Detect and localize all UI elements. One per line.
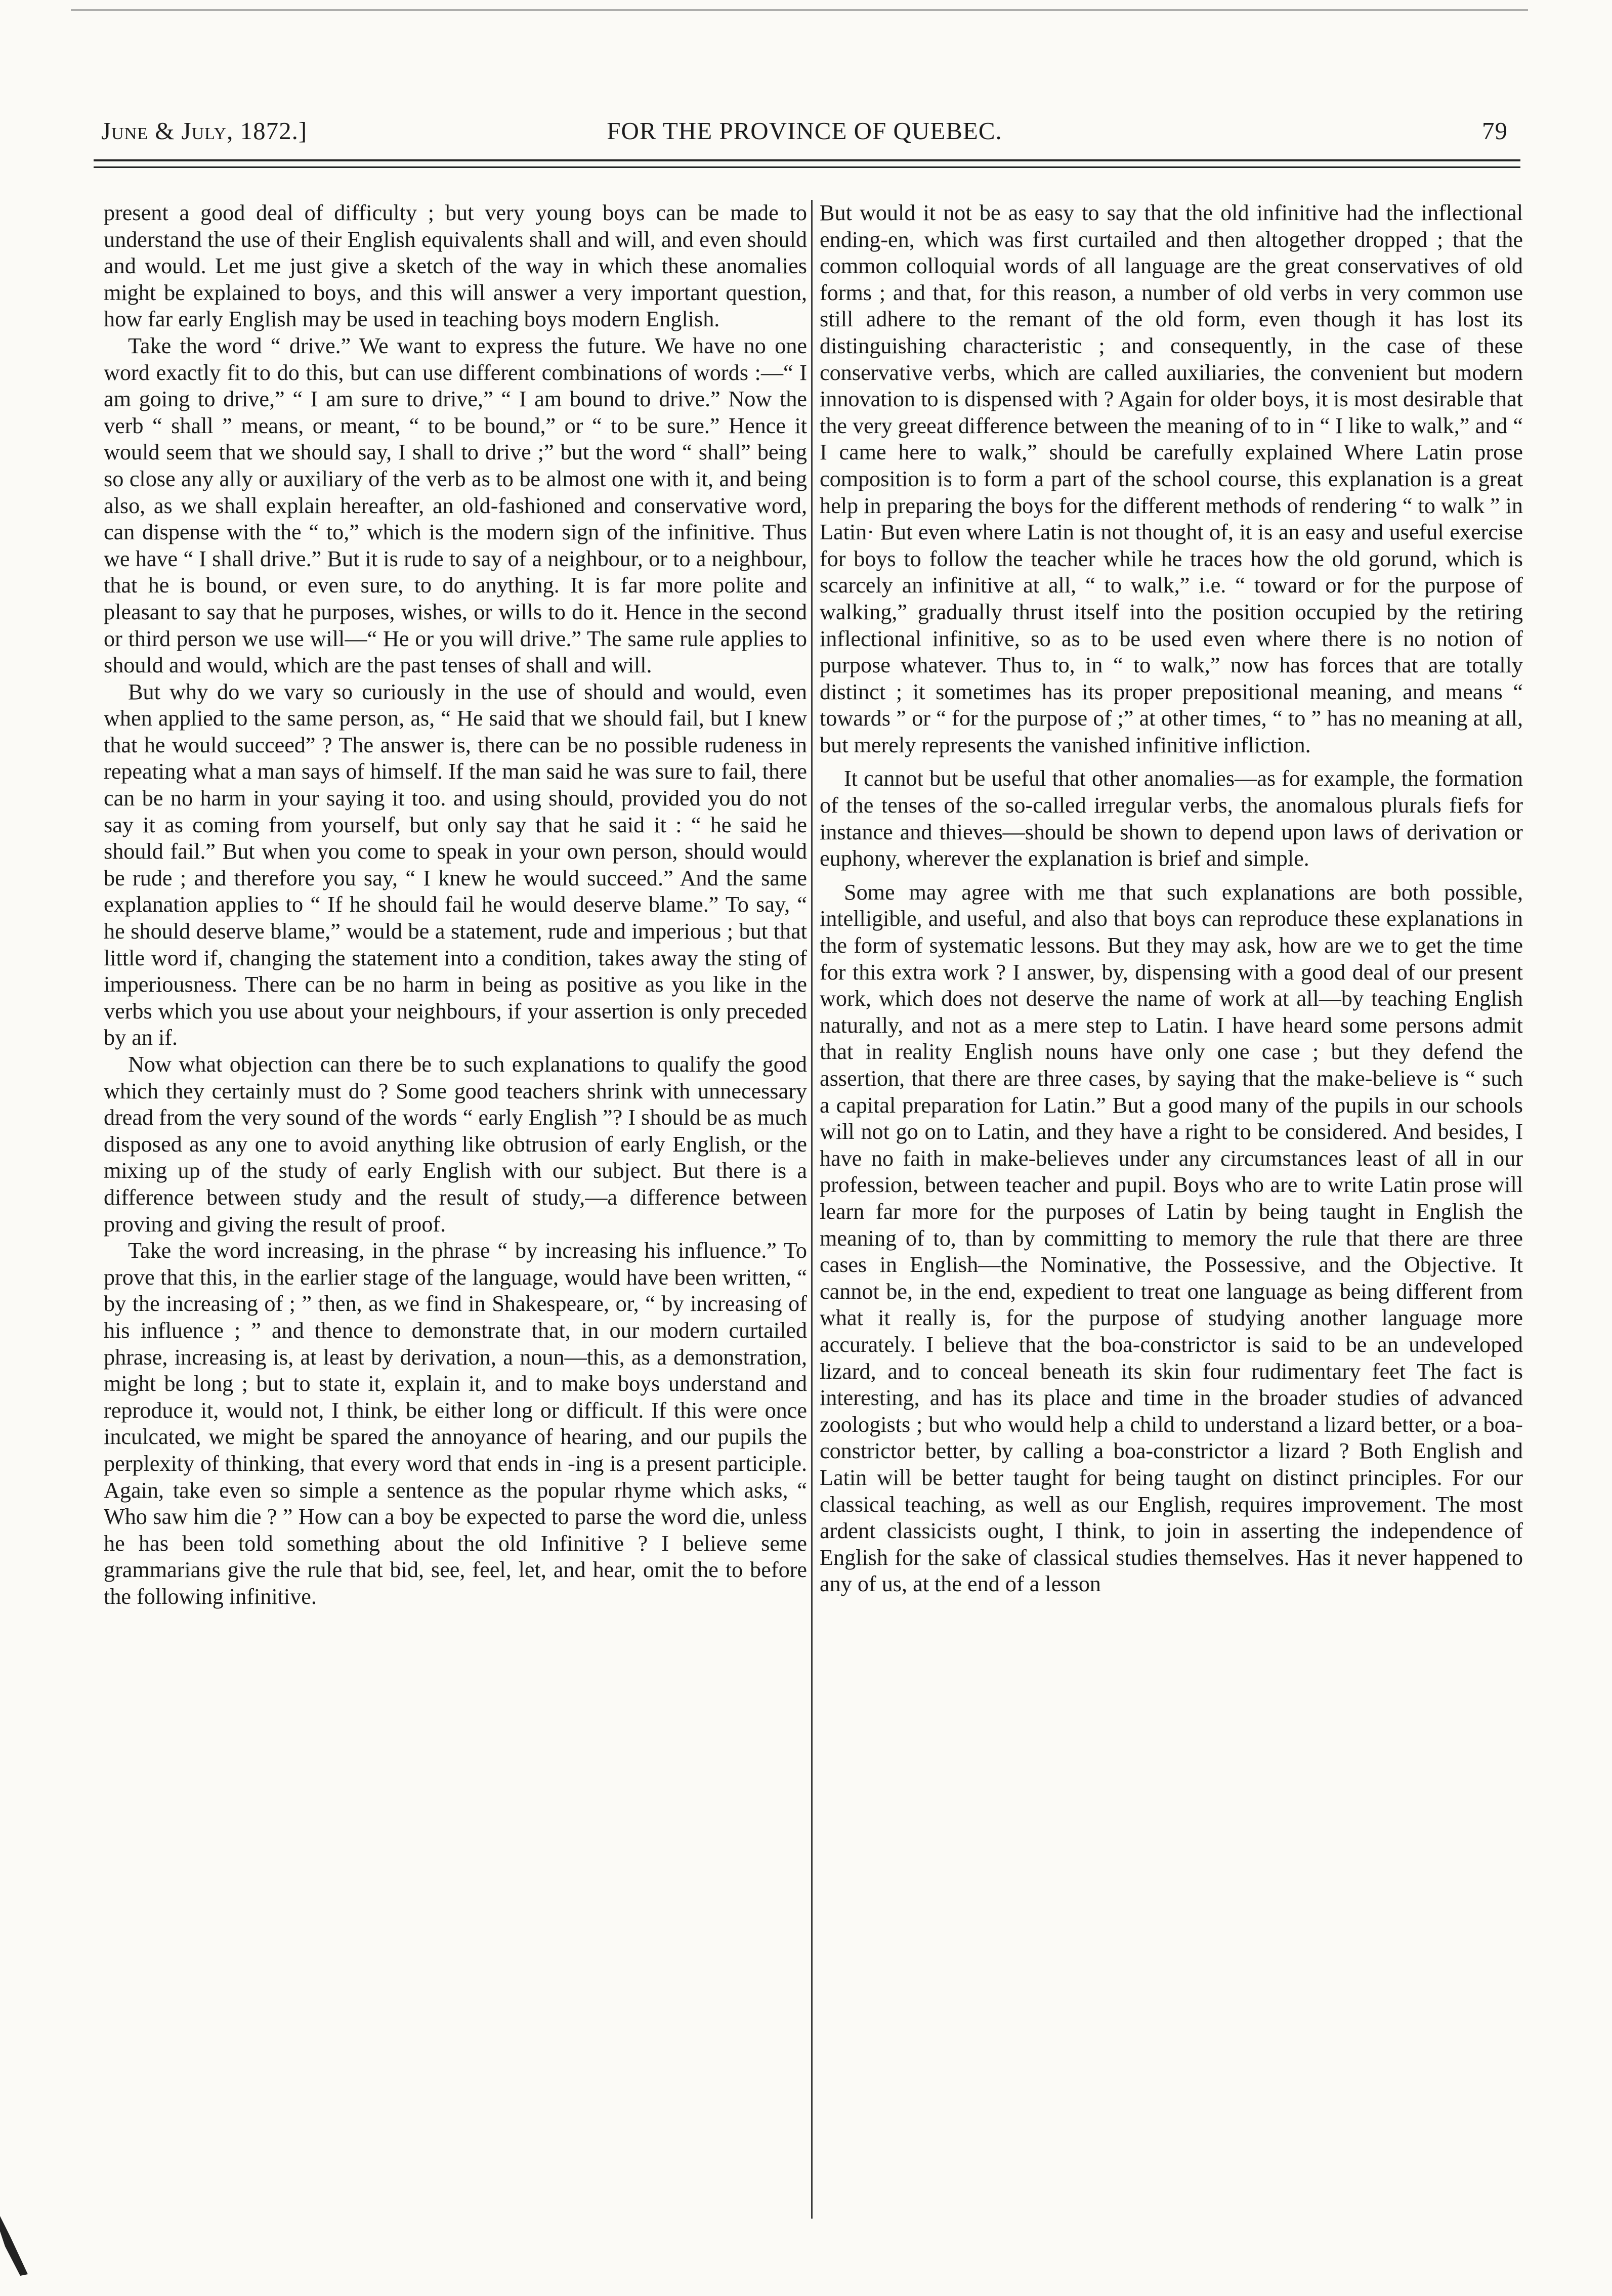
column-divider (811, 200, 813, 2219)
header-double-rule (94, 159, 1520, 168)
left-paragraph-2: Take the word “ drive.” We want to express the future. We have no one word exactly fit to do this, but can use different combinations of words :—“ I am going to drive,” “ I am sure to drive,” “ I am bound to drive.” Now the verb “ shall ” means, or meant, “ to be bound,” or “ to be sure.” Hence it would seem that we should say, I shall to drive ;” but the word “ shall” being so close any ally or auxiliary of the verb as to be almost one with it, and being also, as we shall explain hereafter, an old-fashioned and conservative word, can dispense with the “ to,” which is the modern sign of the infinitive. Thus we have “ I shall drive.” But it is rude to say of a neighbour, or to a neighbour, that he is bound, or even sure, to do anything. It is far more polite and pleasant to say that he purposes, wishes, or wills to do it. Hence in the second or third person we use will—“ He or you will drive.” The same rule applies to should and would, which are the past tenses of shall and will. (104, 333, 807, 678)
top-edge-rule (71, 9, 1528, 11)
page-number: 79 (1482, 117, 1508, 145)
left-paragraph-5: Take the word increasing, in the phrase “ by increasing his influence.” To prove that this, in the earlier stage of the language, would have been written, “ by the increasing of ; ” then, as we find in Shakespeare, or, “ by increasing of his influence ; ” and thence to demonstrate that, in our modern curtailed phrase, increasing is, at least by derivation, a noun—this, as a demonstration, might be long ; but to state it, explain it, and to make boys understand and reproduce it, would not, I think, be either long or difficult. If this were once inculcated, we might be spared the annoyance of hearing, and our pupils the perplexity of thinking, that every word that ends in -ing is a present participle. Again, take even so simple a sentence as the popular rhyme which asks, “ Who saw him die ? ” How can a boy be expected to parse the word die, unless he has been told something about the old Infinitive ? I believe seme grammarians give the rule that bid, see, feel, let, and hear, omit the to before the following infinitive. (104, 1238, 807, 1609)
left-paragraph-3: But why do we vary so curiously in the use of should and would, even when applied to the same person, as, “ He said that we should fail, but I knew that he would succeed” ? The answer is, there can be no possible rudeness in repeating what a man says of himself. If the man said he was sure to fail, there can be no harm in your saying it too. and using should, provided you do not say it as coming from yourself, but only say that he said it : “ he said he should fail.” But when you come to speak in your own person, should would be rude ; and therefore you say, “ I knew he would succeed.” And the same explanation applies to “ If he should fail he would deserve blame.” To say, “ he should deserve blame,” would be a statement, rude and imperious ; but that little word if, changing the statement into a condition, takes away the sting of imperiousness. There can be no harm in being as positive as you like in the verbs which you use about your neighbours, if your assertion is only preceded by an if. (104, 679, 807, 1050)
right-paragraph-3: Some may agree with me that such explanations are both possible, intelligible, and useful, and also that boys can reproduce these explanations in the form of systematic lessons. But they may ask, how are we to get the time for this extra work ? I answer, by, dispensing with a good deal of our present work, which does not deserve the name of work at all—by teaching English naturally, and not as a mere step to Latin. I have heard some persons admit that in reality English nouns have only one case ; but they defend the assertion, that there are three cases, by saying that the make-believe is “ such a capital preparation for Latin.” But a good many of the pupils in our schools will not go on to Latin, and they have a right to be considered. And besides, I have no faith in make-believes under any circumstances least of all in our profession, between teacher and pupil. Boys who are to write Latin prose will learn far more for the purposes of Latin by being taught in English the meaning of to, than by committing to memory the rule that there are three cases in English—the Nominative, the Possessive, and the Objective. It cannot be, in the end, expedient to treat one language as being different from what it really is, for the purpose of studying another language more accurately. I believe that the boa-constrictor is said to be an undeveloped lizard, and to conceal beneath its skin four rudimentary feet The fact is interesting, and has its place and time in the broader studies of advanced zoologists ; but who would help a child to understand a lizard better, or a boa-constrictor better, by calling a boa-constrictor a lizard ? Both English and Latin will be better taught for being taught on distinct principles. For our classical teaching, as well as our English, requires improvement. The most ardent classicists ought, I think, to join in asserting the independence of English for the sake of classical studies themselves. Has it never happened to any of us, at the end of a lesson (820, 879, 1523, 1597)
header-date: June & July, 1872.] (101, 117, 308, 145)
page-header (101, 106, 1508, 152)
right-column (820, 200, 1523, 1598)
page-corner-mark (0, 2216, 30, 2277)
left-paragraph-1: present a good deal of difficulty ; but very young boys can be made to understand the use of their English equivalents shall and will, and even should and would. Let me just give a sketch of the way in which these anomalies might be explained to boys, and this will answer a very important question, how far early English may be used in teaching boys modern English. (104, 200, 807, 332)
left-column (104, 200, 807, 1610)
right-paragraph-1: But would it not be as easy to say that the old infinitive had the inflectional ending-en, which was first curtailed and then altogether dropped ; that the common colloquial words of all language are the great conservatives of old forms ; and that, for this reason, a number of old verbs in very common use still adhere to the remant of the old form, even though it has lost its distinguishing characteristic ; and consequently, in the case of these conservative verbs, which are called auxiliaries, the convenient but modern innovation to is dispensed with ? Again for older boys, it is most desirable that the very greeat difference between the meaning of to in “ I like to walk,” and “ I came here to walk,” should be carefully explained Where Latin prose composition is to form a part of the school course, this explanation is a great help in preparing the boys for the different methods of rendering “ to walk ” in Latin· But even where Latin is not thought of, it is an easy and useful exercise for boys to follow the teacher while he traces how the old gorund, which is scarcely an infinitive at all, “ to walk,” i.e. “ toward or for the purpose of walking,” gradually thrust itself into the position occupied by the retiring inflectional infinitive, so as to be used even where there is no notion of purpose whatever. Thus to, in “ to walk,” now has forces that are totally distinct ; it sometimes has its proper prepositional meaning, and means “ towards ” or “ for the purpose of ;” at other times, “ to ” has no meaning at all, but merely represents the vanished infinitive infliction. (820, 200, 1523, 757)
right-paragraph-2: It cannot but be useful that other anomalies—as for example, the formation of the tenses of the so-called irregular verbs, the anomalous plurals fiefs for instance and thieves—should be shown to depend upon laws of derivation or euphony, wherever the explanation is brief and simple. (820, 766, 1523, 871)
header-title: FOR THE PROVINCE OF QUEBEC. (607, 117, 1002, 145)
left-paragraph-4: Now what objection can there be to such explanations to qualify the good which they certainly must do ? Some good teachers shrink with unnecessary dread from the very sound of the words “ early English ”? I should be as much disposed as any one to avoid anything like obtrusion of early English, or the mixing up of the study of early English with our subject. But there is a difference between study and the result of study,—a difference between proving and giving the result of proof. (104, 1052, 807, 1237)
